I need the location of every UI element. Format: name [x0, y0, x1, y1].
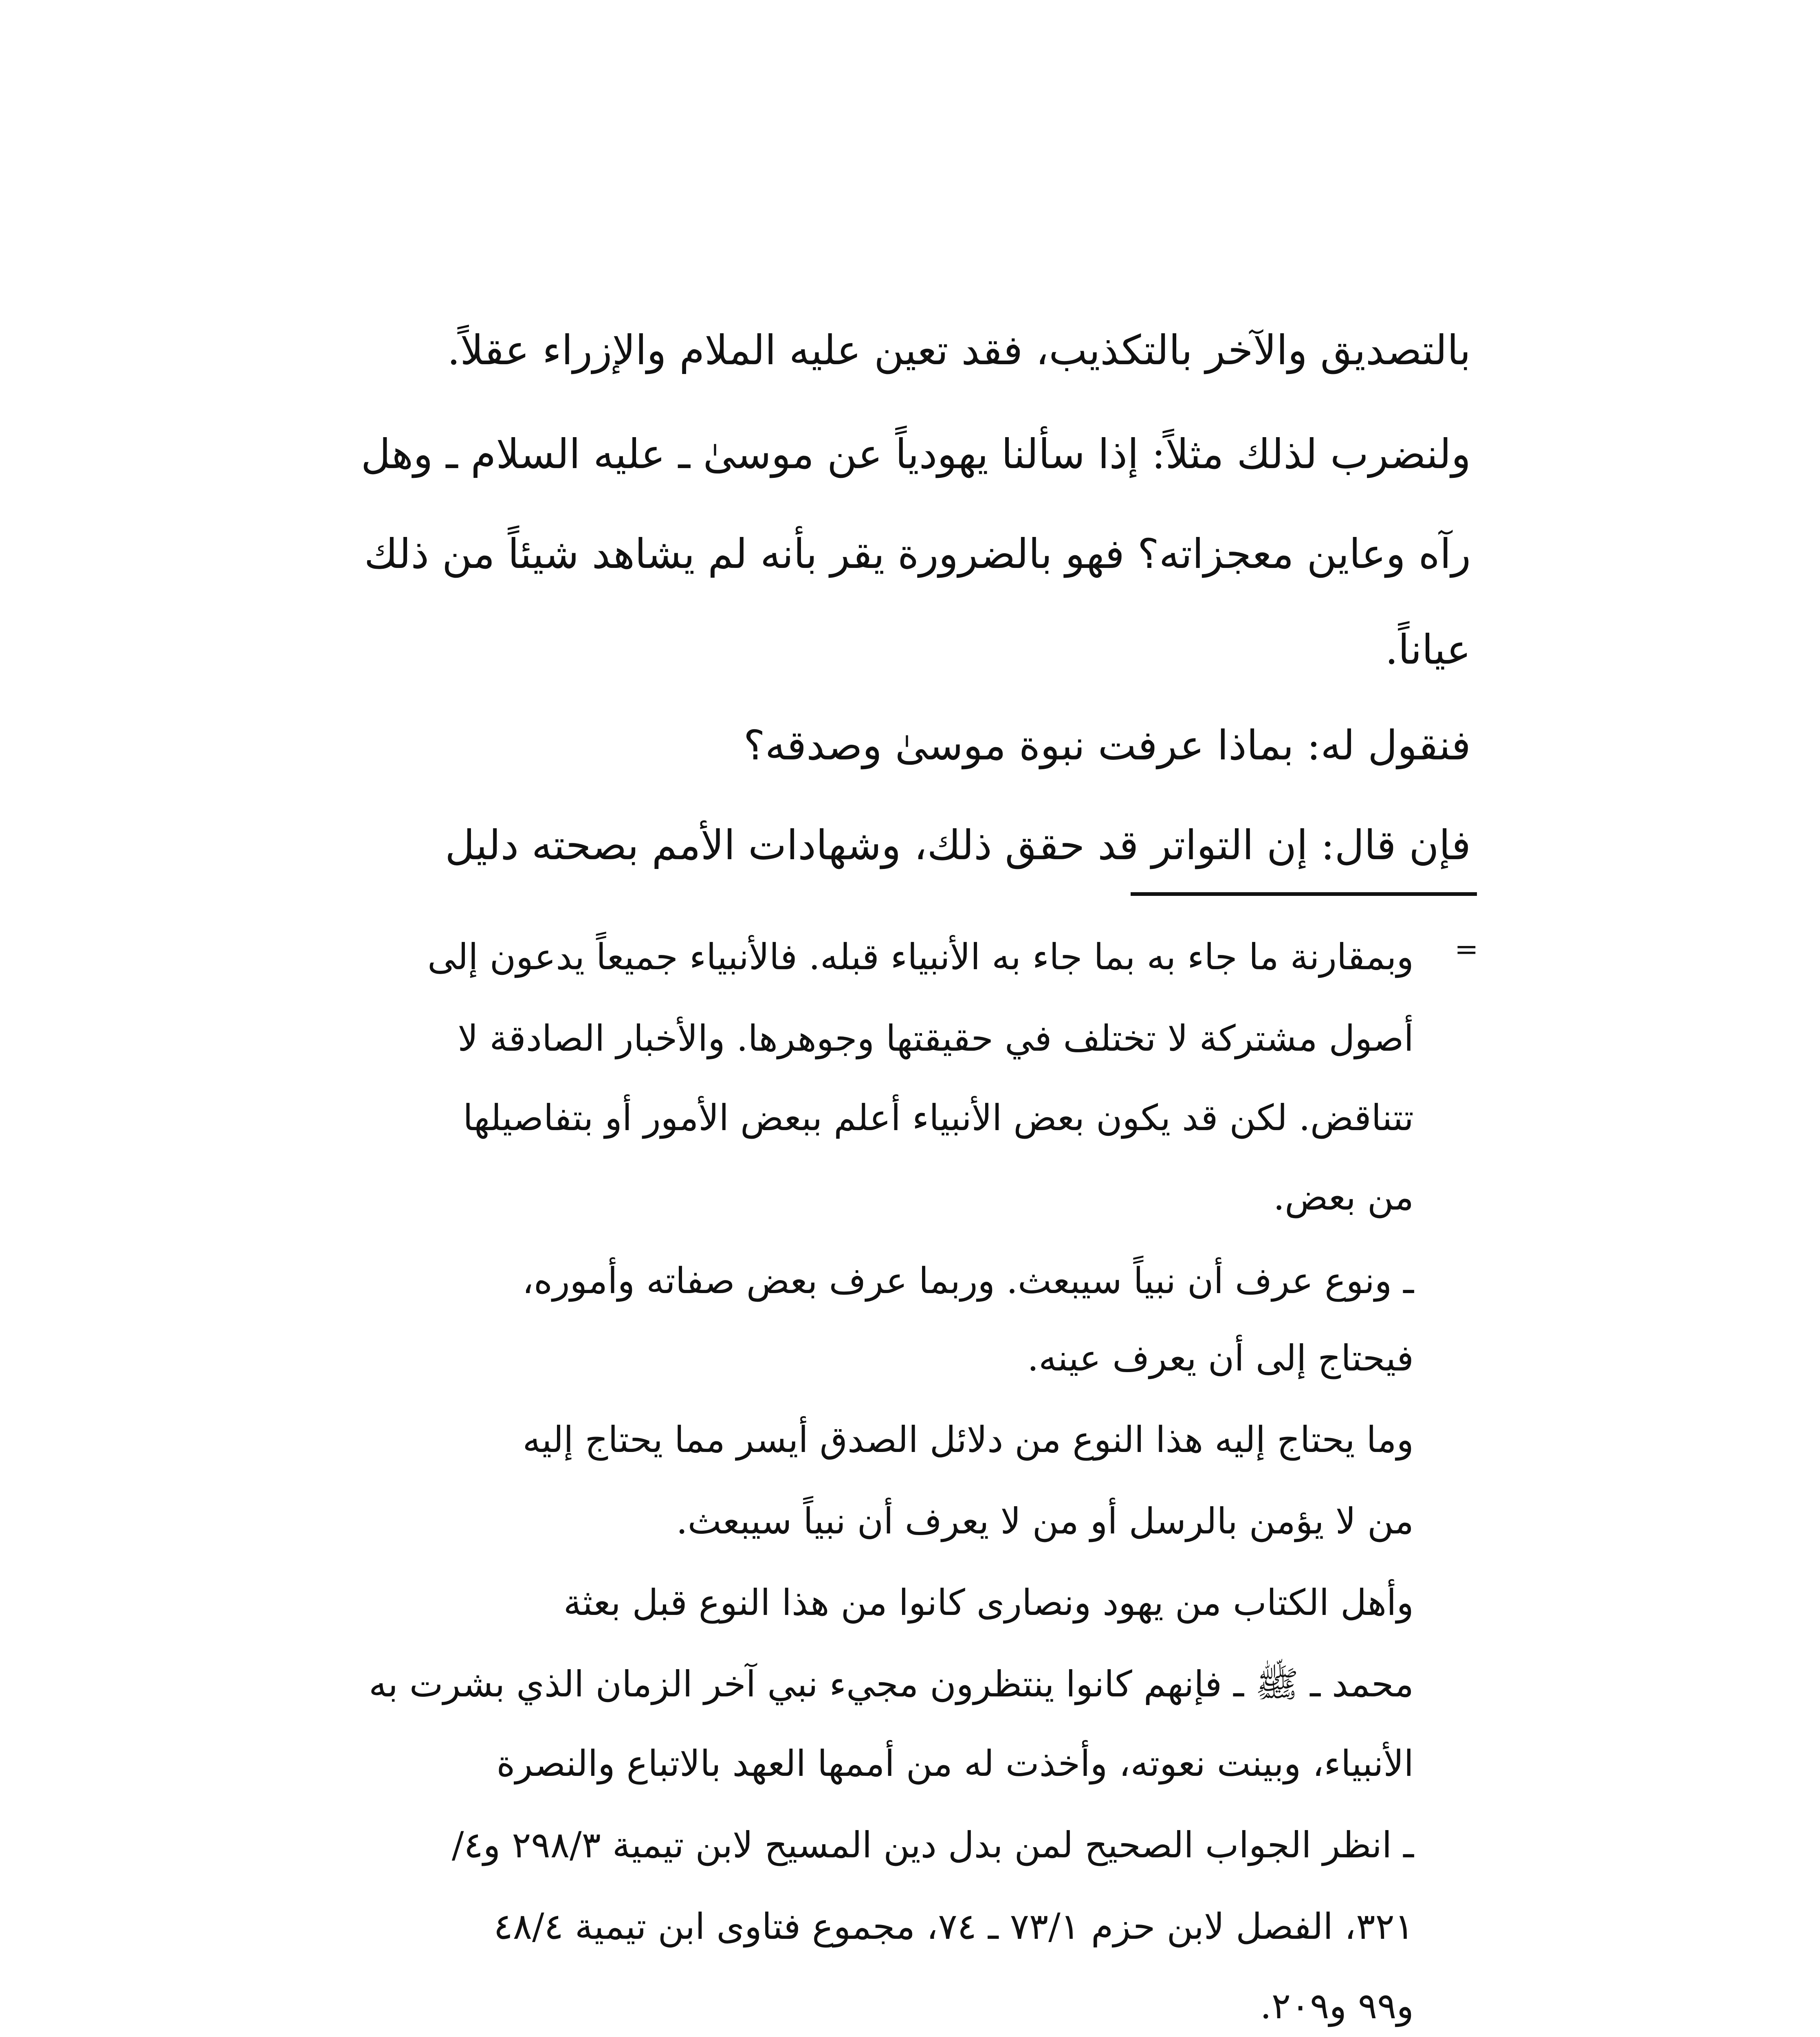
- body-line: فإن قال: إن التواتر قد حقق ذلك، وشهادات الأمم بصحته دليل: [445, 821, 1471, 869]
- footnote-line: أصول مشتركة لا تختلف في حقيقتها وجوهرها. والأخبار الصادقة لا: [458, 1017, 1414, 1059]
- footnote-line: تتناقض. لكن قد يكون بعض الأنبياء أعلم ببعض الأمور أو بتفاصيلها: [463, 1097, 1414, 1139]
- body-line: فنقول له: بماذا عرفت نبوة موسىٰ وصدقه؟: [743, 722, 1471, 769]
- footnote-line: من بعض.: [1273, 1176, 1414, 1218]
- footnote-line: ـ ونوع عرف أن نبياً سيبعث. وربما عرف بعض صفاته وأموره،: [522, 1260, 1414, 1302]
- footnote-line: الأنبياء، وبينت نعوته، وأخذت له من أممها العهد بالاتباع والنصرة: [496, 1742, 1414, 1784]
- footnote-line: وأهل الكتاب من يهود ونصارى كانوا من هذا النوع قبل بعثة: [563, 1582, 1414, 1623]
- body-line: رآه وعاين معجزاته؟ فهو بالضرورة يقر بأنه لم يشاهد شيئاً من ذلك: [364, 530, 1471, 578]
- footnote-line: فيحتاج إلى أن يعرف عينه.: [1027, 1337, 1414, 1379]
- footnote-line: ـ انظر الجواب الصحيح لمن بدل دين المسيح لابن تيمية ٢٩٨/٣ و٤/: [451, 1824, 1414, 1866]
- footnote-line: وبمقارنة ما جاء به بما جاء به الأنبياء قبله. فالأنبياء جميعاً يدعون إلى: [427, 936, 1414, 978]
- footnote-line: محمد ـ ﷺ ـ فإنهم كانوا ينتظرون مجيء نبي آخر الزمان الذي بشرت به: [369, 1663, 1414, 1705]
- footnote-line: من لا يؤمن بالرسل أو من لا يعرف أن نبياً سيبعث.: [676, 1500, 1414, 1542]
- footnote-continuation-marker: =: [1455, 933, 1479, 966]
- footnote-line: وما يحتاج إليه هذا النوع من دلائل الصدق أيسر مما يحتاج إليه: [522, 1419, 1414, 1461]
- body-line: ولنضرب لذلك مثلاً: إذا سألنا يهودياً عن موسىٰ ـ عليه السلام ـ وهل: [361, 430, 1471, 478]
- footnote-line: و٩٩ و٢٠٩.: [1260, 1985, 1414, 2027]
- body-line: بالتصديق والآخر بالتكذيب، فقد تعين عليه الملام والإزراء عقلاً.: [447, 326, 1471, 374]
- footnote-separator: [1131, 892, 1477, 896]
- body-line: عياناً.: [1385, 626, 1471, 673]
- footnote-line: ٣٢١، الفصل لابن حزم ٧٣/١ ـ ٧٤، مجموع فتاوى ابن تيمية ٤٨/٤: [493, 1905, 1414, 1947]
